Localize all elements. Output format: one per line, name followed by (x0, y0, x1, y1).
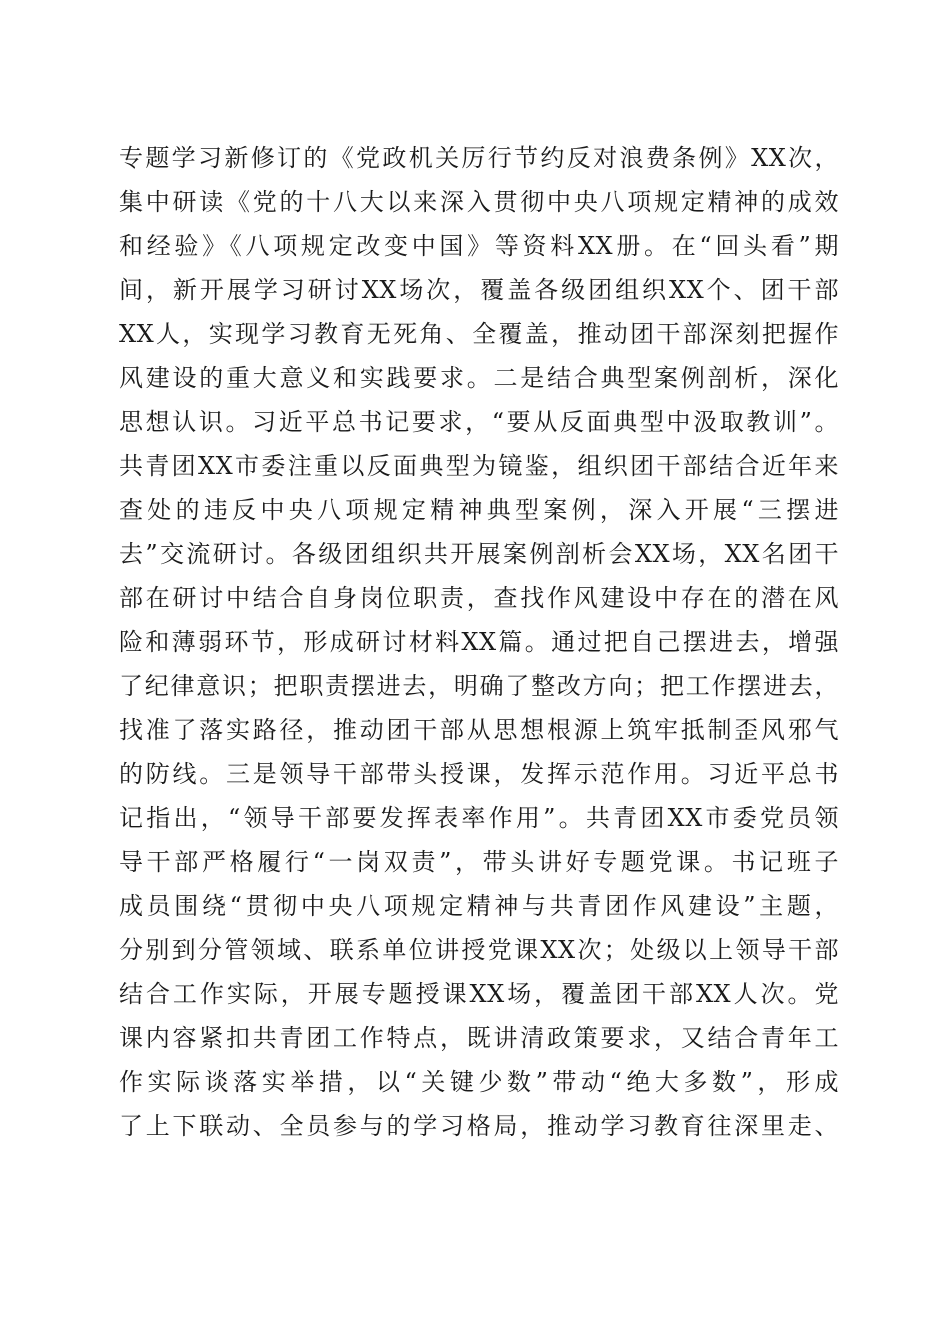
text-line: 分别到分管领域、联系单位讲授党课XX次；处级以上领导干部 (119, 936, 839, 964)
text-line: 风建设的重大意义和实践要求。二是结合典型案例剖析，深化 (119, 364, 839, 392)
text-line: 险和薄弱环节，形成研讨材料XX篇。通过把自己摆进去，增强 (119, 628, 839, 656)
text-line: 共青团XX市委注重以反面典型为镜鉴，组织团干部结合近年来 (119, 452, 839, 480)
text-line: 的防线。三是领导干部带头授课，发挥示范作用。习近平总书 (119, 760, 839, 788)
text-line: 导干部严格履行“一岗双责”，带头讲好专题党课。书记班子 (119, 848, 839, 876)
text-line: 间，新开展学习研讨XX场次，覆盖各级团组织XX个、团干部 (119, 276, 839, 304)
text-line: 了上下联动、全员参与的学习格局，推动学习教育往深里走、 (119, 1112, 839, 1140)
text-line: 和经验》《八项规定改变中国》等资料XX册。在“回头看”期 (119, 232, 839, 260)
text-line: 查处的违反中央八项规定精神典型案例，深入开展“三摆进 (119, 496, 839, 524)
text-line: XX人，实现学习教育无死角、全覆盖，推动团干部深刻把握作 (119, 320, 839, 348)
text-line: 思想认识。习近平总书记要求，“要从反面典型中汲取教训”。 (119, 408, 839, 436)
text-line: 找准了落实路径，推动团干部从思想根源上筑牢抵制歪风邪气 (119, 716, 839, 744)
text-line: 课内容紧扣共青团工作特点，既讲清政策要求，又结合青年工 (119, 1024, 839, 1052)
text-line: 专题学习新修订的《党政机关厉行节约反对浪费条例》XX次， (119, 144, 839, 172)
text-line: 了纪律意识；把职责摆进去，明确了整改方向；把工作摆进去， (119, 672, 839, 700)
text-line: 部在研讨中结合自身岗位职责，查找作风建设中存在的潜在风 (119, 584, 839, 612)
text-line: 成员围绕“贯彻中央八项规定精神与共青团作风建设”主题， (119, 892, 839, 920)
text-line: 去”交流研讨。各级团组织共开展案例剖析会XX场，XX名团干 (119, 540, 839, 568)
text-line: 作实际谈落实举措，以“关键少数”带动“绝大多数”，形成 (119, 1068, 839, 1096)
text-line: 集中研读《党的十八大以来深入贯彻中央八项规定精神的成效 (119, 188, 839, 216)
body-paragraph (119, 136, 839, 1148)
text-line: 结合工作实际，开展专题授课XX场，覆盖团干部XX人次。党 (119, 980, 839, 1008)
text-line: 记指出，“领导干部要发挥表率作用”。共青团XX市委党员领 (119, 804, 839, 832)
